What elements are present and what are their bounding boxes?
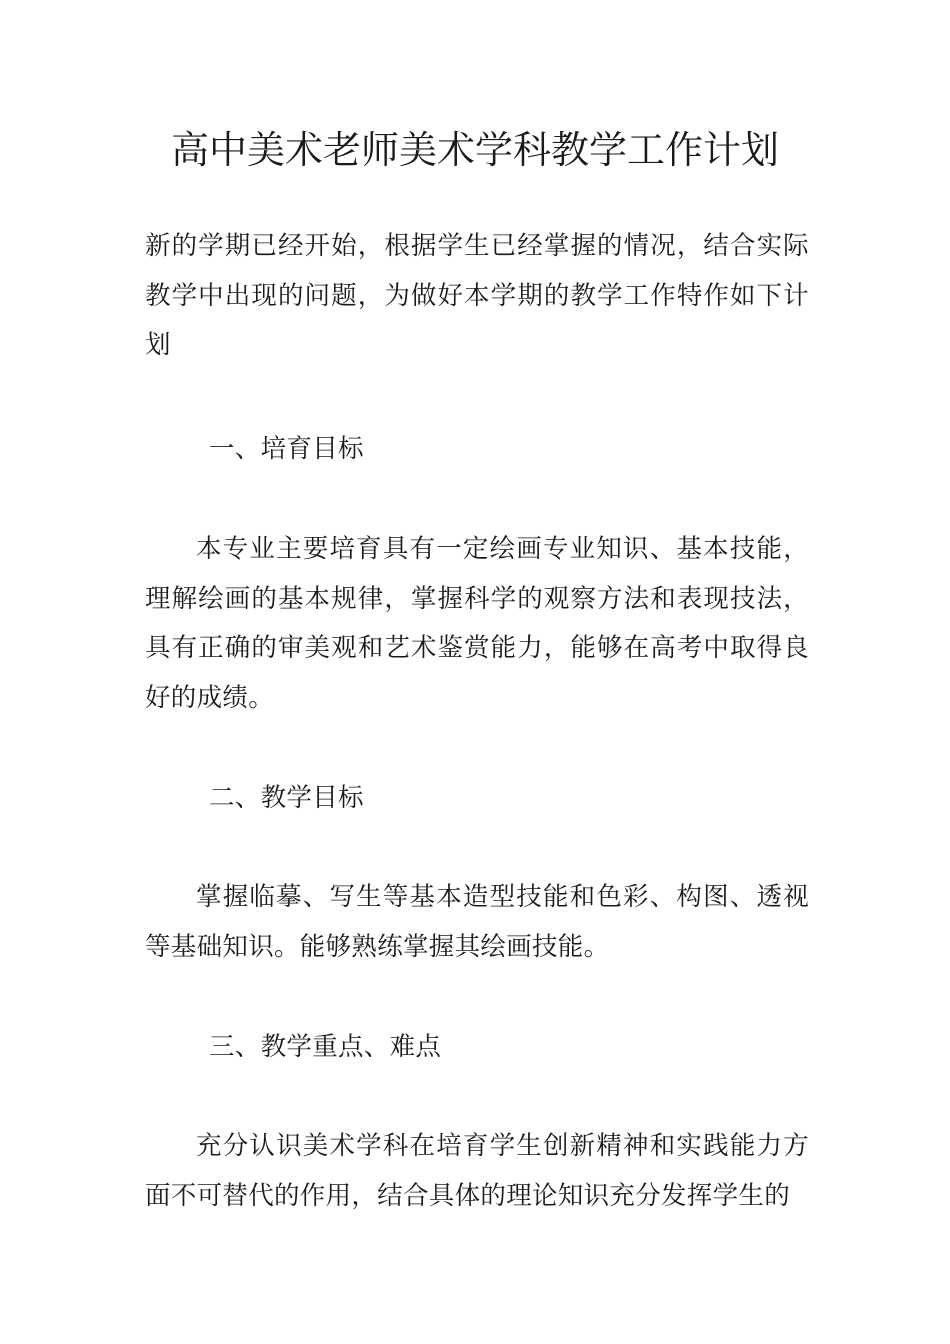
section-body-1: 本专业主要培育具有一定绘画专业知识、基本技能，理解绘画的基本规律，掌握科学的观察方法和表现技法，具有正确的审美观和艺术鉴赏能力，能够在高考中取得良好的成绩。 (145, 534, 809, 713)
document-title: 高中美术老师美术学科教学工作计划 (170, 128, 779, 172)
intro-paragraph: 新的学期已经开始，根据学生已经掌握的情况，结合实际教学中出现的问题，为做好本学期的教学工作特作如下计划 (145, 231, 809, 360)
section-body-2: 掌握临摹、写生等基本造型技能和色彩、构图、透视等基础知识。能够熟练掌握其绘画技能。 (145, 882, 809, 962)
section-body-3: 充分认识美术学科在培育学生创新精神和实践能力方面不可替代的作用，结合具体的理论知识充分发挥学生的 (145, 1131, 809, 1211)
section-heading-2: 二、教学目标 (209, 783, 364, 813)
section-heading-3: 三、教学重点、难点 (209, 1032, 442, 1062)
section-heading-1: 一、培育目标 (209, 434, 364, 464)
